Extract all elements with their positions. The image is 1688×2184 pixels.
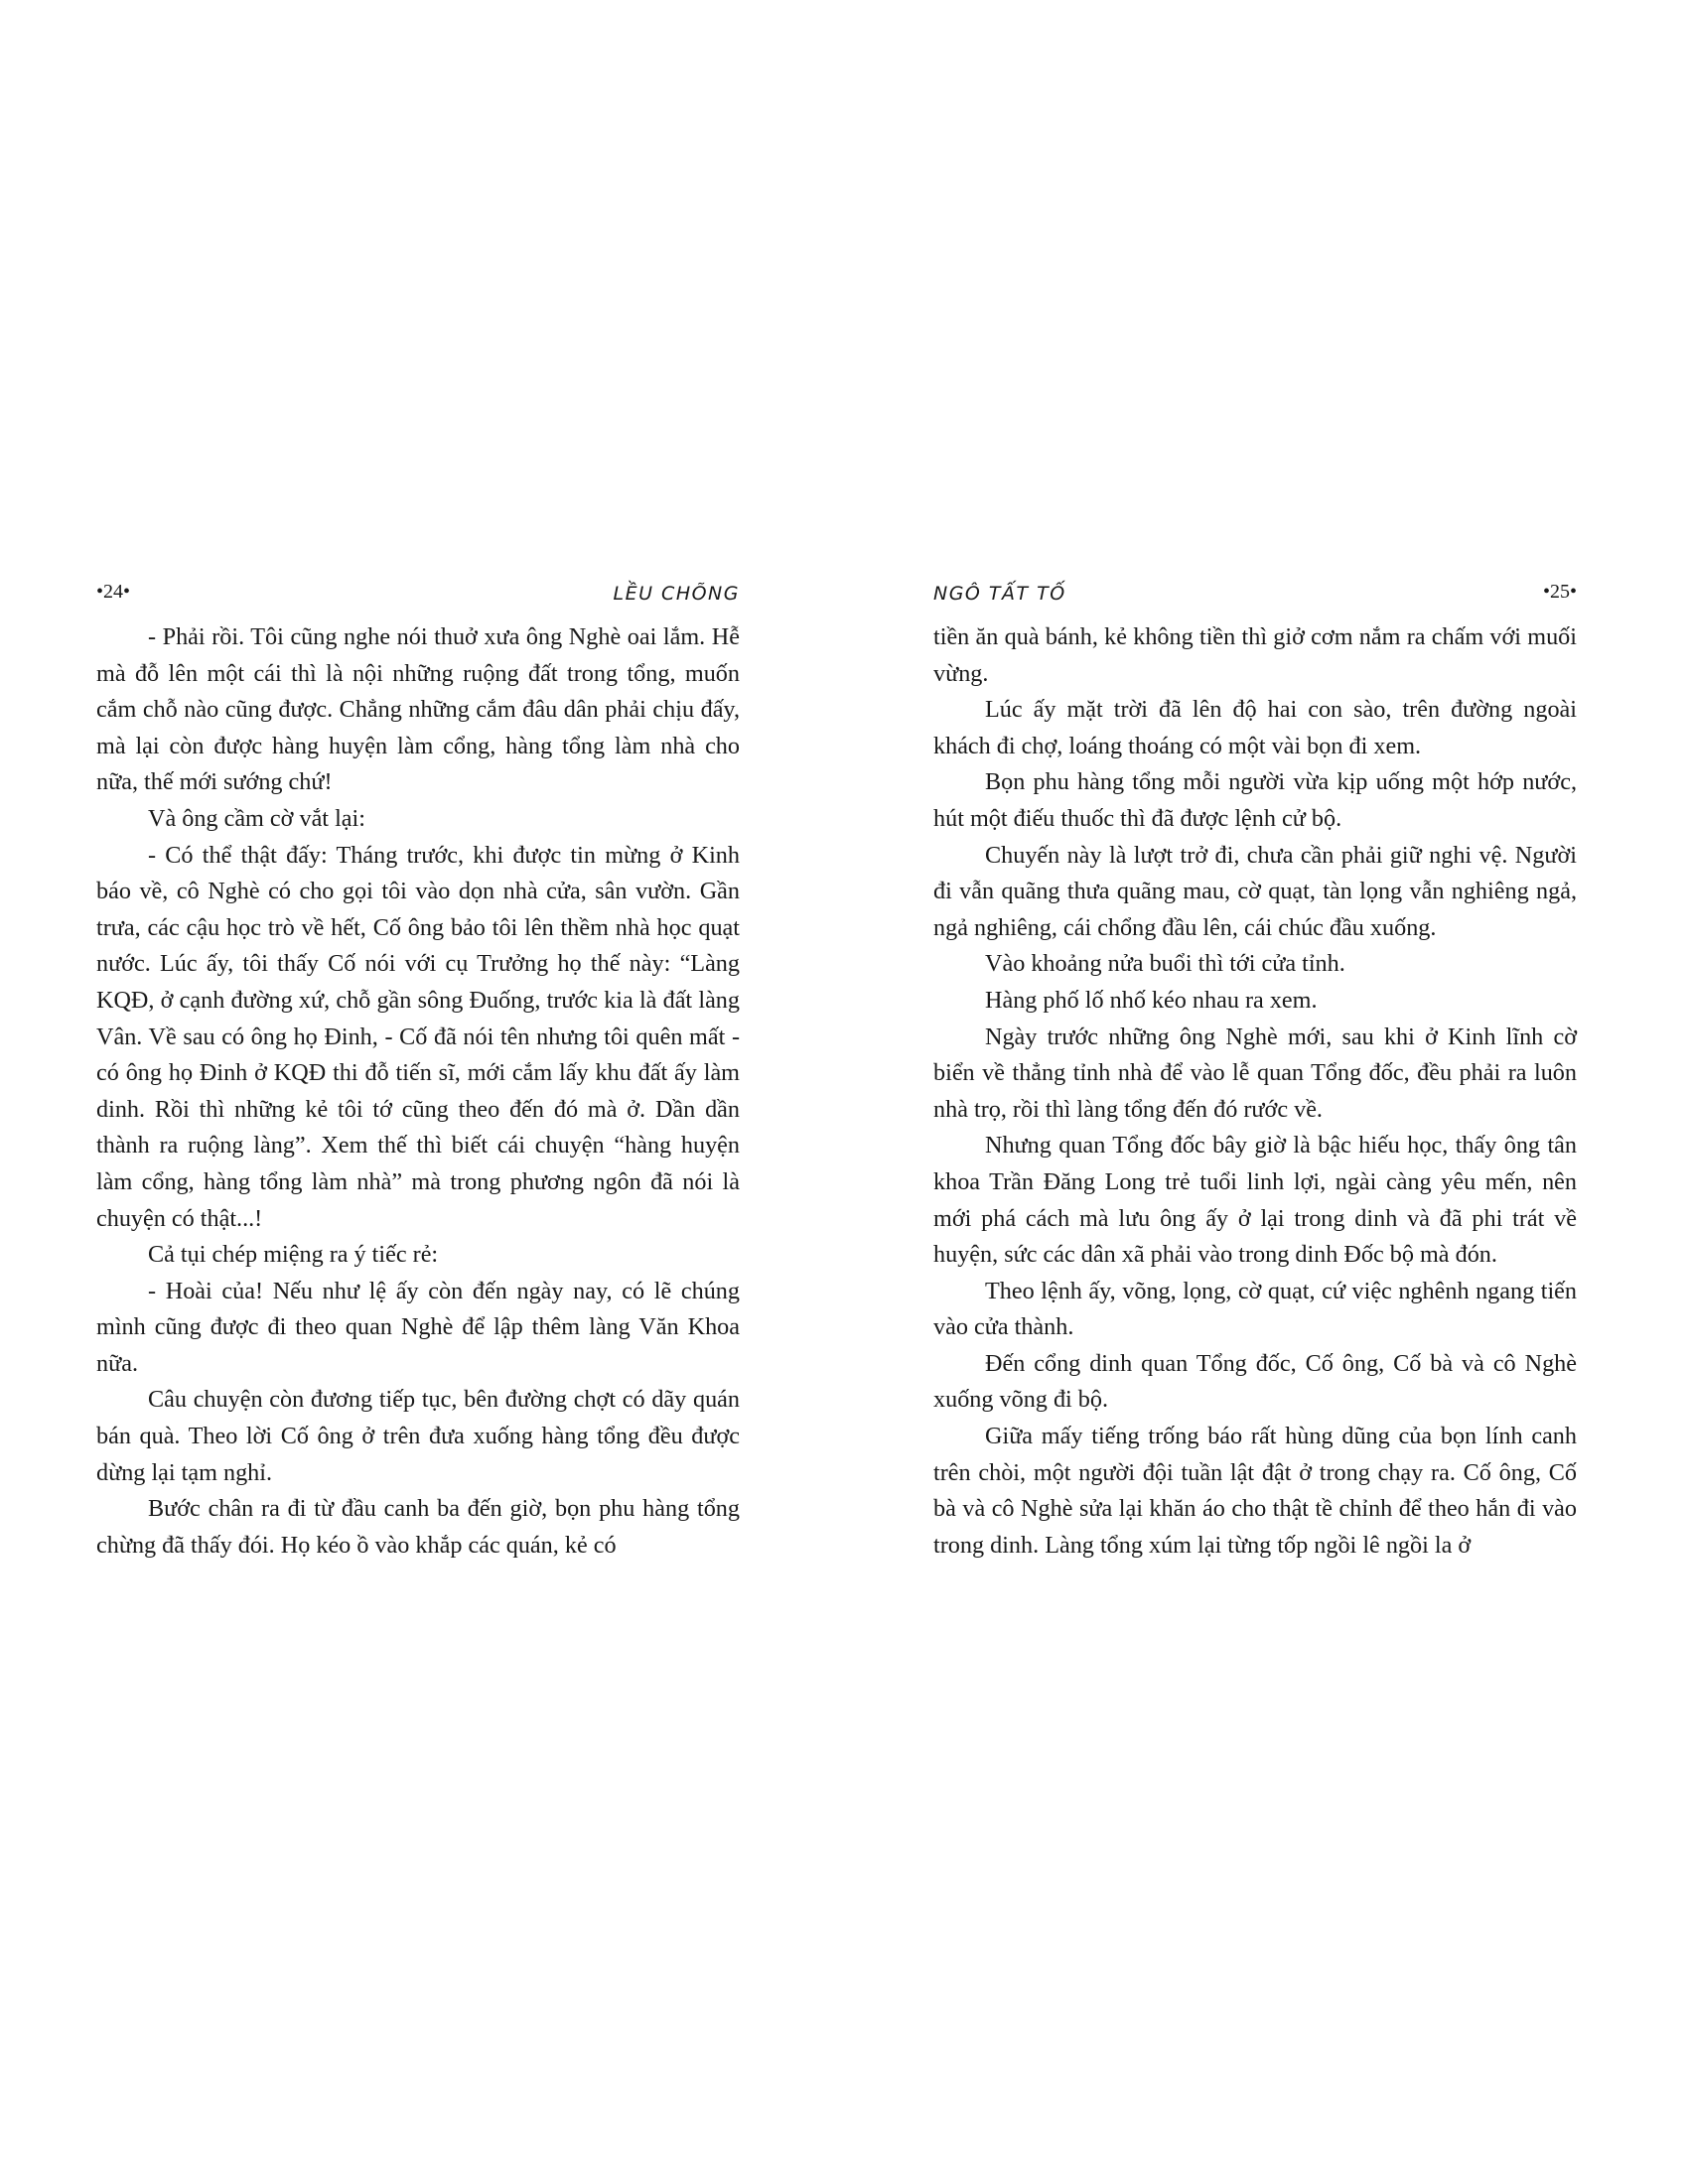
- left-page: [96, 574, 740, 1564]
- paragraph: Nhưng quan Tổng đốc bây giờ là bậc hiếu học, thấy ông tân khoa Trần Đăng Long trẻ tuổi linh lợi, ngài càng yêu mến, nên mới phá cách mà lưu ông ấy ở lại trong dinh và đã phi trát về huyện, sức các dân xã phải vào trong dinh Đốc bộ mà đón.: [933, 1132, 1577, 1269]
- left-running-head: [96, 574, 740, 610]
- paragraph: Giữa mấy tiếng trống báo rất hùng dũng của bọn lính canh trên chòi, một người đội tuần lật đật ở trong chạy ra. Cố ông, Cố bà và cô Nghè sửa lại khăn áo cho thật tề chỉnh để theo hắn đi vào trong dinh. Làng tổng xúm lại từng tốp ngồi lê ngồi la ở: [933, 1423, 1577, 1559]
- left-running-title: LỀU CHÕNG: [613, 583, 740, 605]
- left-page-number: •24•: [96, 581, 131, 603]
- paragraph: - Có thể thật đấy: Tháng trước, khi được tin mừng ở Kinh báo về, cô Nghè có cho gọi tôi vào dọn nhà cửa, sân vườn. Gần trưa, các cậu học trò về hết, Cố ông bảo tôi lên thềm nhà học quạt nước. Lúc ấy, tôi thấy Cố nói với cụ Trưởng họ thế này: “Làng KQĐ, ở cạnh đường xứ, chỗ gần sông Đuống, trước kia là đất làng Vân. Về sau có ông họ Đinh, - Cố đã nói tên nhưng tôi quên mất - có ông họ Đinh ở KQĐ thi đỗ tiến sĩ, mới cắm lấy khu đất ấy làm dinh. Rồi thì những kẻ tôi tớ cũng theo đến đó mà ở. Dần dần thành ra ruộng làng”. Xem thế thì biết cái chuyện “hàng huyện làm cổng, hàng tổng làm nhà” mà trong phương ngôn đã nói là chuyện có thật...!: [96, 841, 740, 1232]
- paragraph: Câu chuyện còn đương tiếp tục, bên đường chợt có dãy quán bán quà. Theo lời Cố ông ở trên đưa xuống hàng tổng đều được dừng lại tạm nghỉ.: [96, 1386, 740, 1486]
- paragraph: Đến cổng dinh quan Tổng đốc, Cố ông, Cố bà và cô Nghè xuống võng đi bộ.: [933, 1349, 1577, 1414]
- right-page-number: •25•: [1542, 581, 1577, 603]
- paragraph: Ngày trước những ông Nghè mới, sau khi ở Kinh lĩnh cờ biển về thẳng tỉnh nhà để vào lễ quan Tổng đốc, đều phải ra luôn nhà trọ, rồi thì làng tổng đến đó rước về.: [933, 1023, 1577, 1123]
- paragraph: Bước chân ra đi từ đầu canh ba đến giờ, bọn phu hàng tổng chừng đã thấy đói. Họ kéo ồ vào khắp các quán, kẻ có: [96, 1495, 740, 1559]
- paragraph: Lúc ấy mặt trời đã lên độ hai con sào, trên đường ngoài khách đi chợ, loáng thoáng có một vài bọn đi xem.: [933, 696, 1577, 759]
- left-body-text: [96, 619, 740, 1564]
- paragraph: Và ông cầm cờ vắt lại:: [148, 804, 365, 832]
- paragraph: - Hoài của! Nếu như lệ ấy còn đến ngày nay, có lẽ chúng mình cũng được đi theo quan Nghè để lập thêm làng Văn Khoa nữa.: [96, 1277, 740, 1377]
- paragraph: - Phải rồi. Tôi cũng nghe nói thuở xưa ông Nghè oai lắm. Hễ mà đỗ lên một cái thì là nội những ruộng đất trong tổng, muốn cắm chỗ nào cũng được. Chẳng những cắm đâu dân phải chịu đấy, mà lại còn được hàng huyện làm cổng, hàng tổng làm nhà cho nữa, thế mới sướng chứ!: [96, 623, 740, 796]
- right-page: [933, 574, 1577, 1564]
- right-running-head: [933, 574, 1577, 610]
- paragraph: Vào khoảng nửa buổi thì tới cửa tỉnh.: [985, 950, 1345, 978]
- paragraph: Cả tụi chép miệng ra ý tiếc rẻ:: [148, 1241, 439, 1269]
- right-body-text: [933, 619, 1577, 1564]
- paragraph: Theo lệnh ấy, võng, lọng, cờ quạt, cứ việc nghênh ngang tiến vào cửa thành.: [933, 1277, 1577, 1341]
- paragraph: tiền ăn quà bánh, kẻ không tiền thì giở cơm nắm ra chấm với muối vừng.: [933, 623, 1577, 687]
- paragraph: Chuyến này là lượt trở đi, chưa cần phải giữ nghi vệ. Người đi vẫn quãng thưa quãng mau, cờ quạt, tàn lọng vẫn nghiêng ngả, ngả nghiêng, cái chổng đầu lên, cái chúc đầu xuống.: [933, 841, 1577, 941]
- paragraph: Bọn phu hàng tổng mỗi người vừa kịp uống một hớp nước, hút một điếu thuốc thì đã được lệnh cử bộ.: [933, 768, 1577, 832]
- right-running-title: NGÔ TẤT TỐ: [933, 583, 1066, 605]
- paragraph: Hàng phố lố nhố kéo nhau ra xem.: [985, 986, 1318, 1014]
